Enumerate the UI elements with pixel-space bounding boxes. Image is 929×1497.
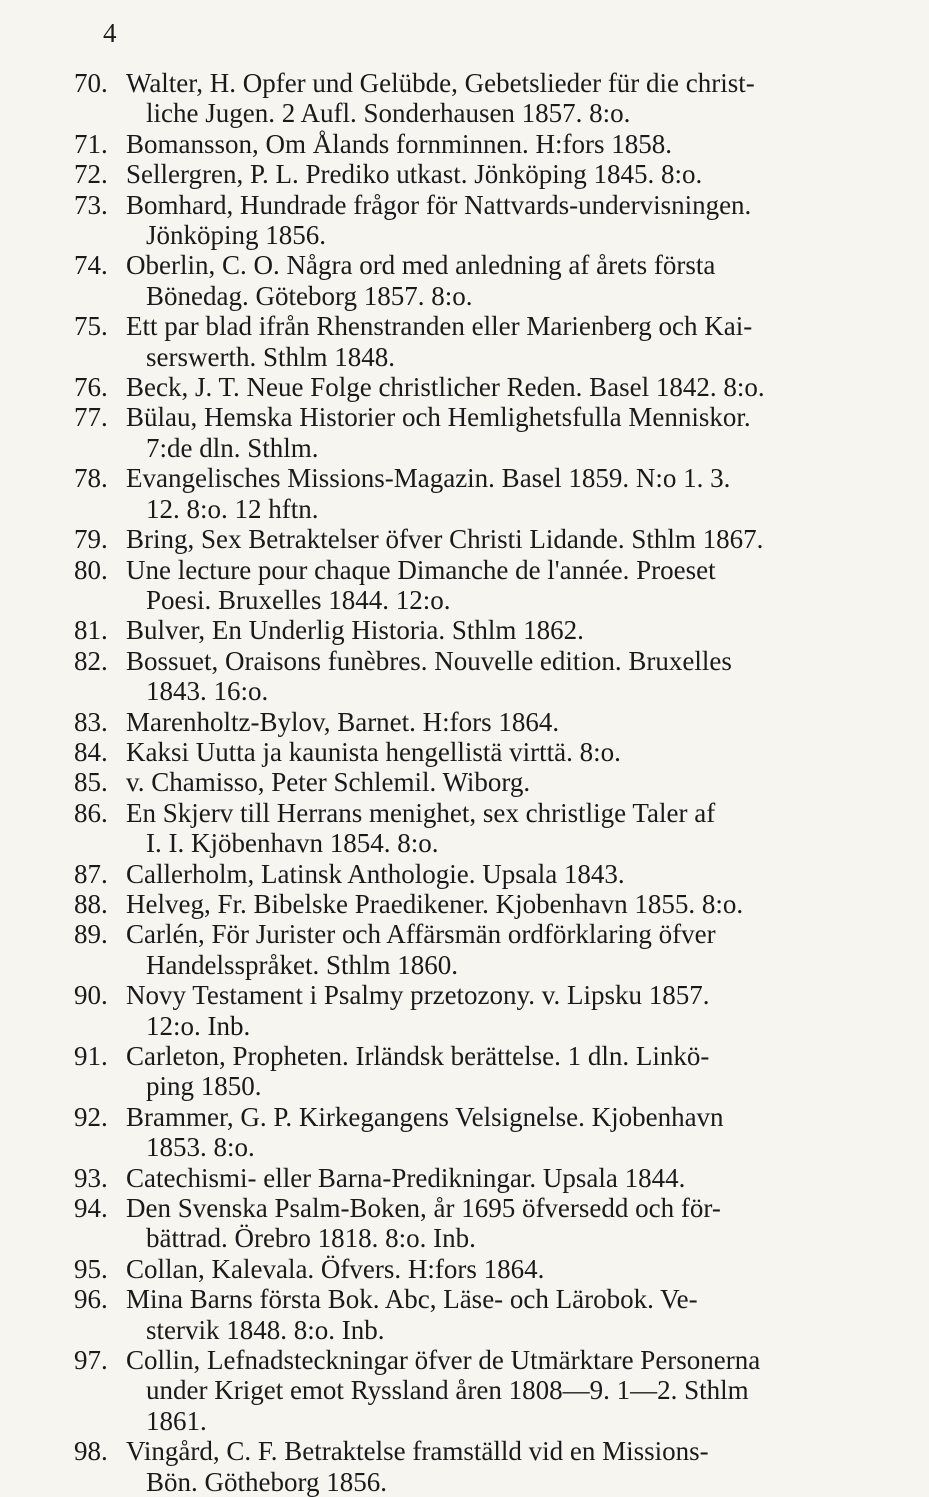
entry-text — [126, 1193, 864, 1254]
entry-line: Bossuet, Oraisons funèbres. Nouvelle edition. Bruxelles — [126, 645, 732, 676]
entry-number: 71. — [74, 128, 108, 159]
catalog-entry — [74, 798, 864, 859]
entry-text — [126, 1345, 864, 1436]
entry-number: 78. — [74, 463, 108, 494]
entry-number: 82. — [74, 645, 108, 676]
page-number: 4 — [103, 18, 117, 48]
entry-text — [126, 767, 864, 797]
entry-line: Helveg, Fr. Bibelske Praedikener. Kjobenhavn 1855. 8:o. — [126, 888, 744, 919]
entry-number: 93. — [74, 1162, 108, 1193]
catalog-entry — [74, 615, 864, 645]
catalog-entry — [74, 1436, 864, 1497]
catalog-entry — [74, 707, 864, 737]
catalog-entry — [74, 372, 864, 402]
catalog-entry — [74, 889, 864, 919]
entry-number: 84. — [74, 736, 108, 767]
catalog-entry — [74, 1102, 864, 1163]
catalog-entry — [74, 1041, 864, 1102]
entry-line: Carlén, För Jurister och Affärsmän ordförklaring öfver — [126, 919, 716, 950]
entry-line: Callerholm, Latinsk Anthologie. Upsala 1843. — [126, 858, 625, 889]
entry-line: ping 1850. — [146, 1071, 262, 1102]
entry-line: Beck, J. T. Neue Folge christlicher Reden. Basel 1842. 8:o. — [126, 372, 765, 403]
entry-line: Oberlin, C. O. Några ord med anledning af årets första — [126, 250, 716, 281]
entry-number: 89. — [74, 919, 108, 950]
entry-line: En Skjerv till Herrans menighet, sex christlige Taler af — [126, 797, 716, 828]
entry-number: 77. — [74, 402, 108, 433]
entry-text — [126, 646, 864, 707]
entry-text — [126, 707, 864, 737]
catalog-entry — [74, 159, 864, 189]
entry-line: Une lecture pour chaque Dimanche de l'année. Proeset — [126, 554, 716, 585]
entry-number: 73. — [74, 189, 108, 220]
catalog-entry — [74, 980, 864, 1041]
entry-text — [126, 524, 864, 554]
entry-number: 80. — [74, 554, 108, 585]
entry-line: Sellergren, P. L. Prediko utkast. Jönköping 1845. 8:o. — [126, 159, 703, 190]
entry-line: 12. 8:o. 12 hftn. — [146, 493, 319, 524]
catalog-entry — [74, 68, 864, 129]
catalog-entry — [74, 1193, 864, 1254]
entry-number: 96. — [74, 1284, 108, 1315]
catalog-entry — [74, 463, 864, 524]
catalog-entry — [74, 311, 864, 372]
entry-number: 75. — [74, 311, 108, 342]
entry-text — [126, 1041, 864, 1102]
catalog-entry — [74, 919, 864, 980]
catalog-entry — [74, 1345, 864, 1436]
entry-number: 72. — [74, 159, 108, 190]
catalog-entry — [74, 1284, 864, 1345]
entry-number: 88. — [74, 888, 108, 919]
entry-line: Bön. Götheborg 1856. — [146, 1466, 387, 1497]
entry-text — [126, 1254, 864, 1284]
catalog-entry — [74, 767, 864, 797]
entry-line: Jönköping 1856. — [146, 220, 327, 251]
entry-number: 86. — [74, 797, 108, 828]
entry-line: Catechismi- eller Barna-Predikningar. Upsala 1844. — [126, 1162, 686, 1193]
entry-number: 91. — [74, 1041, 108, 1071]
entry-line: 1853. 8:o. — [146, 1132, 255, 1163]
entry-line: liche Jugen. 2 Aufl. Sonderhausen 1857. 8:o. — [146, 98, 631, 129]
entry-line: under Kriget emot Ryssland åren 1808—9. 1—2. Sthlm — [146, 1375, 749, 1406]
entry-text — [126, 250, 864, 311]
catalog-entry — [74, 190, 864, 251]
entry-number: 79. — [74, 524, 108, 555]
entry-line: 1861. — [146, 1405, 207, 1436]
entry-line: 1843. 16:o. — [146, 676, 269, 707]
entry-line: Brammer, G. P. Kirkegangens Velsignelse. Kjobenhavn — [126, 1101, 724, 1132]
entry-line: Collin, Lefnadsteckningar öfver de Utmärktare Personerna — [126, 1345, 761, 1376]
entry-line: Bomansson, Om Ålands fornminnen. H:fors 1858. — [126, 128, 672, 159]
entry-number: 81. — [74, 615, 108, 646]
entry-line: Bönedag. Göteborg 1857. 8:o. — [146, 280, 473, 311]
entry-number: 92. — [74, 1101, 108, 1132]
catalog-entry — [74, 859, 864, 889]
entry-text — [126, 889, 864, 919]
entry-number: 95. — [74, 1253, 108, 1284]
entry-number: 94. — [74, 1193, 108, 1224]
catalog-entry-list — [74, 68, 864, 1497]
entry-line: Vingård, C. F. Betraktelse framställd vid en Missions- — [126, 1436, 709, 1467]
entry-line: 12:o. Inb. — [146, 1010, 251, 1041]
entry-line: v. Chamisso, Peter Schlemil. Wiborg. — [126, 767, 531, 798]
entry-number: 76. — [74, 372, 108, 403]
entry-line: Bülau, Hemska Historier och Hemlighetsfulla Menniskor. — [126, 402, 751, 433]
entry-line: Mina Barns första Bok. Abc, Läse- och Lärobok. Ve- — [126, 1284, 698, 1315]
entry-number: 70. — [74, 68, 108, 98]
entry-line: Handelsspråket. Sthlm 1860. — [146, 949, 458, 980]
catalog-entry — [74, 1254, 864, 1284]
entry-text — [126, 615, 864, 645]
entry-text — [126, 1102, 864, 1163]
entry-number: 90. — [74, 980, 108, 1011]
entry-text — [126, 1436, 864, 1497]
entry-text — [126, 129, 864, 159]
catalog-entry — [74, 737, 864, 767]
entry-text — [126, 311, 864, 372]
entry-text — [126, 159, 864, 189]
entry-number: 83. — [74, 706, 108, 737]
entry-text — [126, 737, 864, 767]
entry-line: I. I. Kjöbenhavn 1854. 8:o. — [146, 828, 439, 859]
entry-text — [126, 1163, 864, 1193]
entry-text — [126, 919, 864, 980]
catalog-entry — [74, 129, 864, 159]
entry-line: Kaksi Uutta ja kaunista hengellistä virttä. 8:o. — [126, 736, 621, 767]
entry-number: 97. — [74, 1345, 108, 1376]
entry-number: 85. — [74, 767, 108, 798]
entry-text — [126, 859, 864, 889]
entry-number: 98. — [74, 1436, 108, 1467]
entry-text — [126, 798, 864, 859]
entry-text — [126, 372, 864, 402]
entry-line: Bulver, En Underlig Historia. Sthlm 1862. — [126, 615, 584, 646]
entry-text — [126, 1284, 864, 1345]
catalog-entry — [74, 524, 864, 554]
catalog-entry — [74, 250, 864, 311]
entry-line: bättrad. Örebro 1818. 8:o. Inb. — [146, 1223, 476, 1254]
entry-line: Novy Testament i Psalmy przetozony. v. Lipsku 1857. — [126, 980, 710, 1011]
entry-line: Carleton, Propheten. Irländsk berättelse. 1 dln. Linkö- — [126, 1041, 710, 1071]
entry-line: Marenholtz-Bylov, Barnet. H:fors 1864. — [126, 706, 560, 737]
entry-line: Poesi. Bruxelles 1844. 12:o. — [146, 584, 451, 615]
entry-text — [126, 463, 864, 524]
entry-text — [126, 980, 864, 1041]
entry-text — [126, 555, 864, 616]
entry-line: stervik 1848. 8:o. Inb. — [146, 1314, 385, 1345]
entry-line: 7:de dln. Sthlm. — [146, 432, 319, 463]
catalog-entry — [74, 555, 864, 616]
catalog-entry — [74, 646, 864, 707]
entry-number: 87. — [74, 858, 108, 889]
entry-line: Den Svenska Psalm-Boken, år 1695 öfversedd och för- — [126, 1193, 721, 1224]
entry-line: Ett par blad ifrån Rhenstranden eller Marienberg och Kai- — [126, 311, 753, 342]
entry-line: serswerth. Sthlm 1848. — [146, 341, 395, 372]
entry-text — [126, 190, 864, 251]
entry-number: 74. — [74, 250, 108, 281]
entry-line: Collan, Kalevala. Öfvers. H:fors 1864. — [126, 1253, 545, 1284]
entry-text — [126, 402, 864, 463]
catalog-entry — [74, 1163, 864, 1193]
entry-line: Bomhard, Hundrade frågor för Nattvards-undervisningen. — [126, 189, 752, 220]
entry-text — [126, 68, 864, 129]
entry-line: Walter, H. Opfer und Gelübde, Gebetslieder für die christ- — [126, 68, 755, 98]
catalog-entry — [74, 402, 864, 463]
entry-line: Bring, Sex Betraktelser öfver Christi Lidande. Sthlm 1867. — [126, 524, 764, 555]
entry-line: Evangelisches Missions-Magazin. Basel 1859. N:o 1. 3. — [126, 463, 731, 494]
